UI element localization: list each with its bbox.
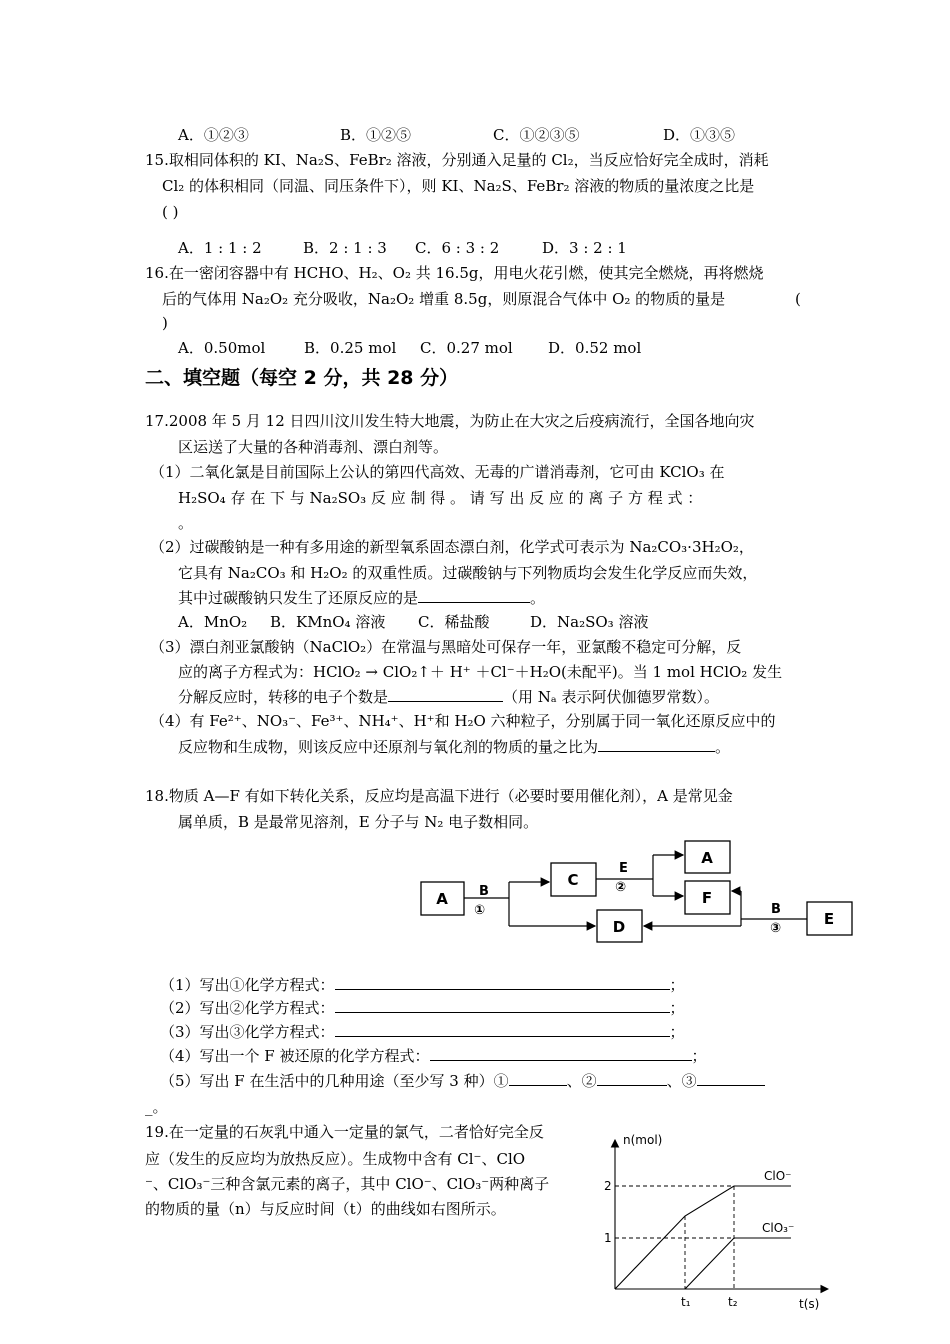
q14-option-c: C．①②③⑤ (493, 126, 580, 144)
q18-sub5-sep2: 、③ (666, 1072, 697, 1090)
clo3-label: ClO₃⁻ (762, 1221, 795, 1235)
box-e-label: E (823, 910, 835, 928)
q17-p4-text: 反应物和生成物，则该反应中还原剂与氧化剂的物质的量之比为 (178, 738, 599, 756)
q18-sub3-blank[interactable] (335, 1022, 670, 1037)
q18-sub5-blank2[interactable] (597, 1071, 667, 1086)
label-b-1: B (479, 884, 489, 899)
q18-sub4-end: ； (691, 1047, 707, 1065)
q14-option-d: D．①③⑤ (663, 126, 736, 144)
x-tick-t2: t₂ (728, 1295, 738, 1309)
q18-intro-line2: 属单质，B 是最常见溶剂，E 分子与 N₂ 电子数相同。 (178, 813, 539, 831)
q18-sub2 (160, 998, 685, 1018)
q17-p4-line2 (178, 737, 730, 757)
label-circle-2: ② (615, 880, 627, 895)
q18-flow-diagram (410, 834, 860, 946)
q18-sub3-end: ； (669, 1023, 685, 1041)
q17-p1-line3: 。 (178, 514, 194, 532)
q14-options (178, 125, 735, 145)
q17-p3-text: 分解反应时，转移的电子个数是 (178, 688, 389, 706)
q17-intro-line1: 17.2008 年 5 月 12 日四川汶川发生特大地震，为防止在大灾之后疫病流行，全国各地向灾 (145, 412, 755, 430)
clo-label: ClO⁻ (764, 1169, 792, 1183)
q15-line1: 15.取相同体积的 KI、Na₂S、FeBr₂ 溶液，分别通入足量的 Cl₂，当反应恰好完全成时，消耗 (145, 151, 769, 169)
q17-p2-end: 。 (530, 589, 546, 607)
q17-p2-answer-blank[interactable] (418, 588, 530, 603)
q17-p4-end: 。 (715, 738, 731, 756)
q15-option-b: B．2 : 1 : 3 (303, 239, 387, 257)
q14-option-b: B．①②⑤ (340, 126, 412, 144)
q17-p3-end: （用 Nₐ 表示阿伏伽德罗常数）。 (503, 688, 719, 706)
q15-option-d: D．3 : 2 : 1 (542, 239, 627, 257)
q16-option-a: A．0.50mol (178, 339, 266, 357)
label-circle-1: ① (474, 903, 486, 918)
q18-sub5 (160, 1071, 765, 1091)
q18-sub5-blank3[interactable] (697, 1071, 765, 1086)
box-d-label: D (612, 918, 626, 936)
q17-p2-option-c: C．稀盐酸 (418, 613, 490, 631)
box-f-label: F (701, 889, 713, 907)
q17-p2-line3 (178, 588, 545, 608)
box-c-label: C (567, 871, 579, 889)
q17-p4-answer-blank[interactable] (598, 737, 715, 752)
q18-sub1-blank[interactable] (335, 975, 670, 990)
q18-sub2-end: ； (669, 999, 685, 1017)
q18-intro-line1: 18.物质 A—F 有如下转化关系，反应均是高温下进行（必要时要用催化剂），A 是常见金 (145, 787, 733, 805)
q18-sub2-text: （2）写出②化学方程式： (160, 999, 335, 1017)
q16-line2: 后的气体用 Na₂O₂ 充分吸收，Na₂O₂ 增重 8.5g，则原混合气体中 O₂ 的物质的量是 (162, 290, 726, 308)
q16-line3: ) (162, 314, 168, 332)
q15-option-c: C．6 : 3 : 2 (415, 239, 500, 257)
q15-options (178, 238, 627, 258)
box-a-right-label: A (701, 849, 713, 867)
clo3-curve (685, 1238, 791, 1289)
q17-p3-answer-blank[interactable] (388, 687, 503, 702)
q16-option-b: B．0.25 mol (304, 339, 397, 357)
q18-sub4-blank[interactable] (430, 1046, 692, 1061)
q17-p2-text: 其中过碳酸钠只发生了还原反应的是 (178, 589, 419, 607)
q17-p2-line2: 它具有 Na₂CO₃ 和 H₂O₂ 的双重性质。过碳酸钠与下列物质均会发生化学反应而失效， (178, 564, 758, 582)
box-a-left-label: A (436, 890, 448, 908)
q18-sub3-text: （3）写出③化学方程式： (160, 1023, 335, 1041)
q17-p1-line1: （1）二氧化氯是目前国际上公认的第四代高效、无毒的广谱消毒剂，它可由 KClO₃ 在 (150, 463, 725, 481)
q16-option-d: D．0.52 mol (548, 339, 642, 357)
q17-p2-option-b: B．KMnO₄ 溶液 (270, 613, 386, 631)
q18-sub5-text: （5）写出 F 在生活中的几种用途（至少写 3 种）① (160, 1072, 509, 1090)
label-b-2: B (771, 902, 781, 917)
q19-line4: 的物质的量（n）与反应时间（t）的曲线如右图所示。 (145, 1200, 506, 1218)
q17-p2-option-d: D．Na₂SO₃ 溶液 (530, 613, 649, 631)
q19-line1: 19.在一定量的石灰乳中通入一定量的氯气，二者恰好完全反 (145, 1123, 544, 1141)
q18-sub4-text: （4）写出一个 F 被还原的化学方程式： (160, 1047, 430, 1065)
q18-sub1-end: ； (669, 976, 685, 994)
q17-p2-options (178, 612, 648, 632)
q17-p3-line2: 应的离子方程式为：HClO₂ → ClO₂↑＋ H⁺ ＋Cl⁻＋H₂O(未配平)。当 1 mol HClO₂ 发生 (178, 663, 783, 681)
q17-p3-line1: （3）漂白剂亚氯酸钠（NaClO₂）在常温与黑暗处可保存一年，亚氯酸不稳定可分解，反 (150, 638, 742, 656)
q16-option-c: C．0.27 mol (420, 339, 513, 357)
q17-p3-line3 (178, 687, 719, 707)
q16-line1: 16.在一密闭容器中有 HCHO、H₂、O₂ 共 16.5g，用电火花引燃，使其完全燃烧，再将燃烧 (145, 264, 764, 282)
y-tick-1: 1 (604, 1231, 612, 1245)
q17-p2-line1: （2）过碳酸钠是一种有多用途的新型氧系固态漂白剂，化学式可表示为 Na₂CO₃·3H₂O₂， (150, 538, 754, 556)
q19-line3: ⁻、ClO₃⁻三种含氯元素的离子，其中 ClO⁻、ClO₃⁻两种离子 (145, 1175, 550, 1193)
q17-intro-line2: 区运送了大量的各种消毒剂、漂白剂等。 (178, 438, 449, 456)
x-tick-t1: t₁ (681, 1295, 691, 1309)
q18-sub4 (160, 1046, 707, 1066)
q18-sub5-blank1[interactable] (509, 1071, 567, 1086)
x-axis-label: t(s) (799, 1297, 820, 1311)
q18-sub3 (160, 1022, 685, 1042)
label-circle-3: ③ (770, 921, 782, 936)
label-e: E (619, 861, 628, 876)
q16-options (178, 338, 641, 358)
q19-line2: 应（发生的反应均为放热反应）。生成物中含有 Cl⁻、ClO (145, 1150, 526, 1168)
q16-line2-paren: ( (795, 290, 801, 308)
q17-p1-line2: H₂SO₄ 存 在 下 与 Na₂SO₃ 反 应 制 得 。 请 写 出 反 应 的 离 子 方 程 式 ： (178, 489, 703, 507)
q17-p2-option-a: A．MnO₂ (178, 613, 248, 631)
q15-option-a: A．1 : 1 : 2 (178, 239, 262, 257)
q19-graph (596, 1128, 836, 1344)
q15-line2: Cl₂ 的体积相同（同温、同压条件下），则 KI、Na₂S、FeBr₂ 溶液的物质的量浓度之比是 (162, 177, 755, 195)
q18-sub1 (160, 975, 685, 995)
q18-sub2-blank[interactable] (335, 998, 670, 1013)
q18-sub5-sep1: 、② (566, 1072, 597, 1090)
y-axis-label: n(mol) (623, 1133, 663, 1147)
q18-sub1-text: （1）写出①化学方程式： (160, 976, 335, 994)
section-title: 二、填空题（每空 2 分，共 28 分） (145, 367, 459, 389)
q15-line3: ( ) (162, 203, 179, 221)
q14-option-a: A．①②③ (178, 126, 249, 144)
q18-sub5-tail: _。 (145, 1098, 168, 1116)
y-tick-2: 2 (604, 1179, 612, 1193)
q17-p4-line1: （4）有 Fe²⁺、NO₃⁻、Fe³⁺、NH₄⁺、H⁺和 H₂O 六种粒子，分别属于同一氧化还原反应中的 (150, 712, 776, 730)
